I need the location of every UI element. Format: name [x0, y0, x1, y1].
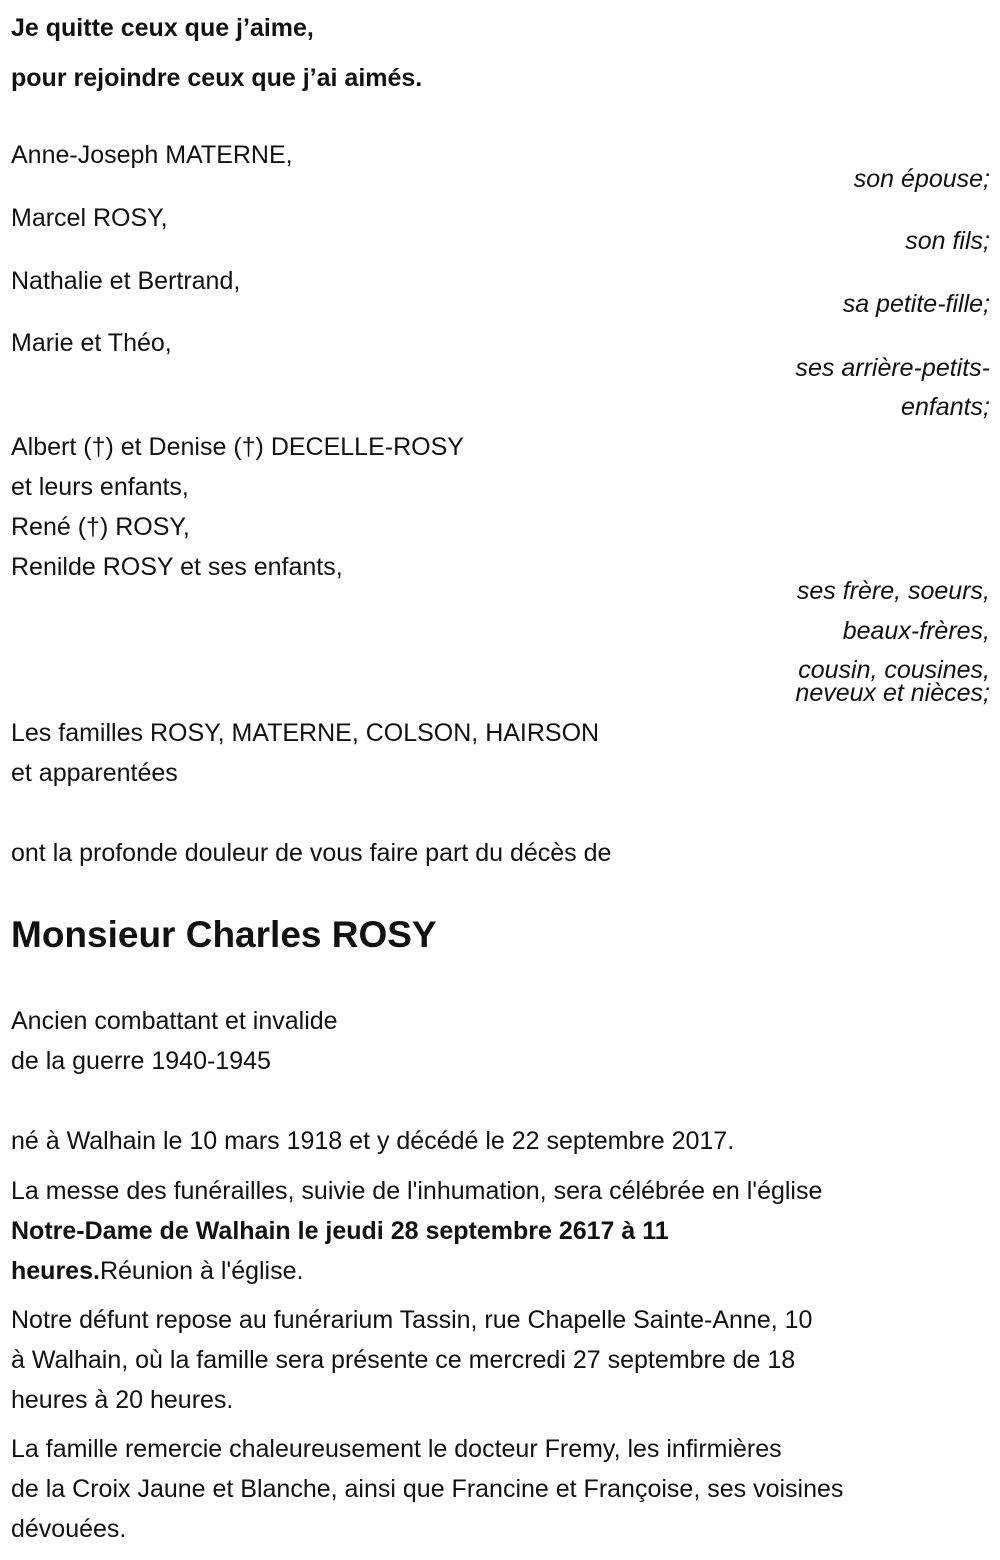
thanks-text: dévouées.	[11, 1515, 127, 1543]
birth-death: né à Walhain le 10 mars 1918 et y décédé le 22 septembre 2017.	[11, 1127, 735, 1155]
funeral-text-bold: Notre-Dame de Walhain le jeudi 28 septembre 2617 à 11	[11, 1217, 669, 1245]
repose-text: Notre défunt repose au funérarium Tassin, rue Chapelle Sainte-Anne, 10	[11, 1306, 813, 1334]
family-name: René (†) ROSY,	[11, 513, 190, 541]
family-name: et leurs enfants,	[11, 473, 189, 501]
family-name: Les familles ROSY, MATERNE, COLSON, HAIRSON	[11, 719, 600, 747]
repose-text: heures à 20 heures.	[11, 1386, 234, 1414]
family-relation: cousin, cousines,	[798, 656, 990, 684]
family-relation: neveux et nièces;	[795, 679, 990, 707]
family-relation: sa petite-fille;	[842, 290, 990, 318]
family-name: Marie et Théo,	[11, 329, 172, 357]
announcement: ont la profonde douleur de vous faire part du décès de	[11, 839, 612, 867]
funeral-text-bold: heures.	[11, 1257, 100, 1285]
deceased-title: de la guerre 1940-1945	[11, 1047, 271, 1075]
family-name: Nathalie et Bertrand,	[11, 267, 241, 295]
family-relation: ses arrière-petits-	[795, 354, 990, 382]
deceased-name: Monsieur Charles ROSY	[11, 914, 437, 955]
epigraph-line: pour rejoindre ceux que j’ai aimés.	[11, 64, 423, 92]
family-relation: son épouse;	[853, 165, 990, 193]
family-name: et apparentées	[11, 759, 178, 787]
family-relation: ses frère, soeurs,	[796, 577, 990, 605]
repose-text: à Walhain, où la famille sera présente ce mercredi 27 septembre de 18	[11, 1346, 796, 1374]
family-name: Renilde ROSY et ses enfants,	[11, 553, 343, 581]
funeral-text	[11, 1256, 303, 1286]
family-name: Albert (†) et Denise (†) DECELLE-ROSY	[11, 433, 464, 461]
thanks-text: de la Croix Jaune et Blanche, ainsi que Francine et Françoise, ses voisines	[11, 1475, 844, 1503]
funeral-meeting: Réunion à l'église.	[99, 1257, 304, 1285]
family-name: Anne-Joseph MATERNE,	[11, 141, 293, 169]
family-relation: beaux-frères,	[842, 617, 990, 645]
family-relation: enfants;	[901, 393, 990, 421]
funeral-text: La messe des funérailles, suivie de l'inhumation, sera célébrée en l'église	[11, 1177, 823, 1205]
epigraph-line: Je quitte ceux que j’aime,	[11, 14, 314, 42]
deceased-title: Ancien combattant et invalide	[11, 1007, 338, 1035]
family-name: Marcel ROSY,	[11, 204, 168, 232]
family-relation: son fils;	[905, 227, 990, 255]
thanks-text: La famille remercie chaleureusement le docteur Fremy, les infirmières	[11, 1435, 782, 1463]
